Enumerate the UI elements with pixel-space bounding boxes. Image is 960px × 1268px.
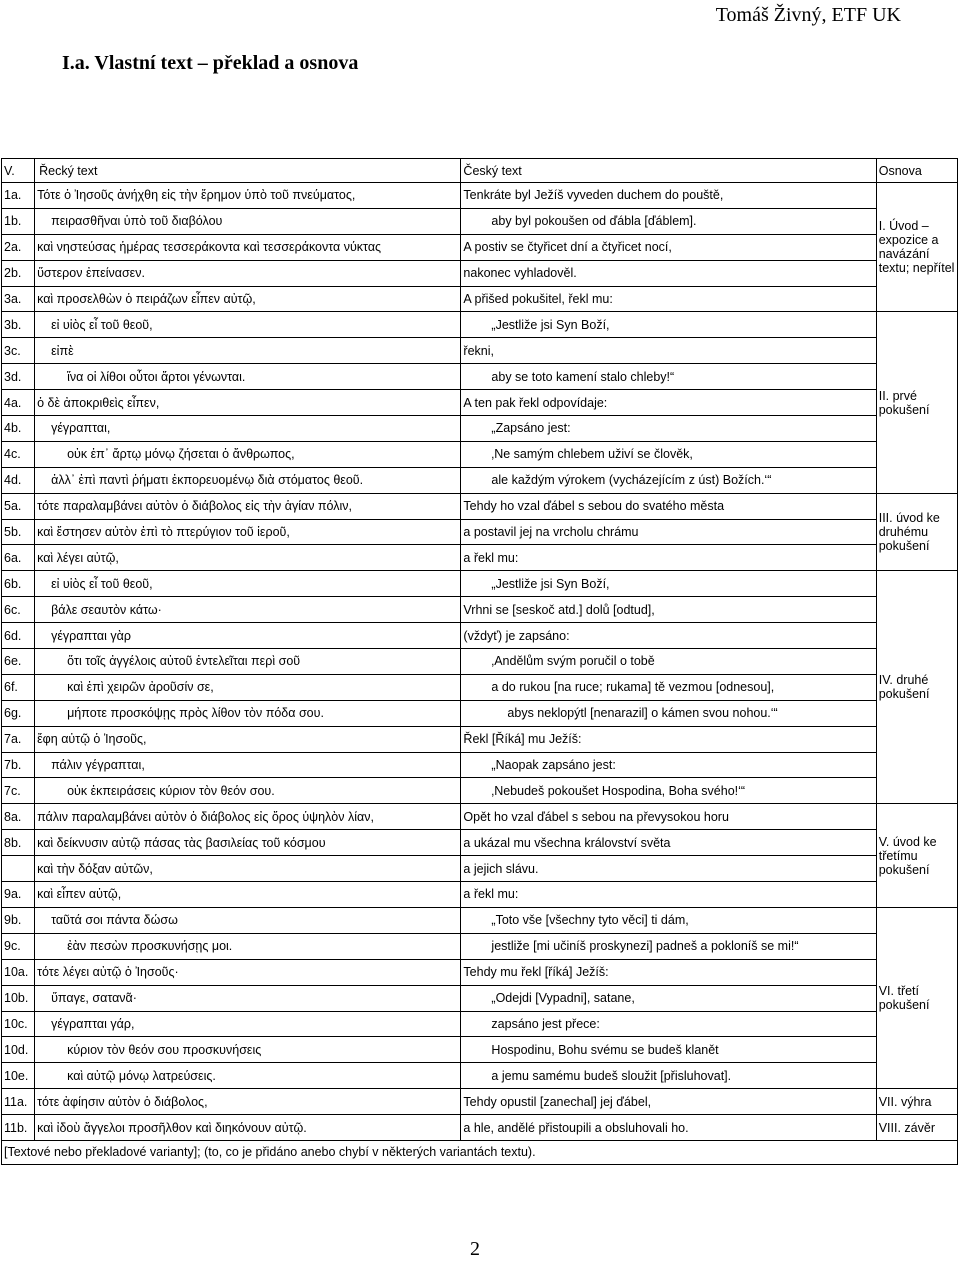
verse-row: [2, 312, 958, 338]
czech-text: a postavil jej na vrcholu chrámu: [463, 525, 639, 540]
verse-row: [2, 882, 958, 908]
greek-cell: [35, 234, 461, 260]
czech-text: zapsáno jest přece:: [491, 1016, 600, 1031]
greek-text: οὐκ ἐκπειράσεις κύριον τὸν θεόν σου.: [67, 783, 275, 798]
greek-cell: [35, 856, 461, 882]
verse-row: [2, 1011, 958, 1037]
greek-text: εἰ υἱὸς εἶ τοῦ θεοῦ,: [51, 576, 153, 591]
greek-text: βάλε σεαυτὸν κάτω·: [51, 602, 162, 617]
greek-text: καὶ ἰδοὺ ἄγγελοι προσῆλθον καὶ διηκόνουν αὐτῷ.: [37, 1120, 307, 1135]
czech-text: Vrhni se [seskoč atd.] dolů [odtud],: [463, 602, 655, 617]
czech-cell: [461, 390, 876, 416]
verse-number: 4b.: [2, 416, 35, 442]
czech-cell: [461, 286, 876, 312]
header-outline: Osnova: [876, 159, 957, 183]
czech-text: Tehdy ho vzal ďábel s sebou do svatého města: [463, 499, 725, 514]
greek-cell: [35, 907, 461, 933]
czech-cell: [461, 208, 876, 234]
czech-text: a do rukou [na ruce; rukama] tě vezmou [odnesou],: [491, 680, 775, 695]
greek-text: καὶ προσελθὼν ὁ πειράζων εἶπεν αὐτῷ,: [37, 292, 256, 306]
czech-cell: [461, 623, 876, 649]
verse-row: [2, 286, 958, 312]
greek-text: ὕστερον ἐπείνασεν.: [37, 266, 145, 281]
verse-row: [2, 493, 958, 519]
greek-text: καὶ νηστεύσας ἡμέρας τεσσεράκοντα καὶ τεσσεράκοντα νύκτας: [37, 240, 382, 255]
verse-row: [2, 752, 958, 778]
verse-number: 9b.: [2, 907, 35, 933]
verse-row: [2, 416, 958, 442]
greek-text: καὶ λέγει αὐτῷ,: [37, 550, 119, 565]
czech-text: Tehdy opustil [zanechal] jej ďábel,: [463, 1094, 652, 1109]
outline-cell: VIII. závěr: [876, 1115, 957, 1141]
verse-row: [2, 390, 958, 416]
outline-cell: II. prvé pokušení: [876, 312, 957, 493]
verse-number: 1a.: [2, 183, 35, 209]
czech-text: ‚Andělům svým poručil o tobě: [491, 654, 655, 669]
greek-cell: [35, 933, 461, 959]
verse-row: [2, 649, 958, 675]
greek-cell: [35, 882, 461, 908]
greek-cell: [35, 959, 461, 985]
greek-text: κύριον τὸν θεόν σου προσκυνήσεις: [67, 1042, 262, 1057]
outline-cell: VII. výhra: [876, 1089, 957, 1115]
verse-number: 3d.: [2, 364, 35, 390]
greek-text: Τότε ὁ Ἰησοῦς ἀνήχθη εἰς τὴν ἔρημον ὑπὸ τοῦ πνεύματος,: [37, 188, 356, 203]
verse-row: [2, 260, 958, 286]
czech-cell: [461, 441, 876, 467]
verse-number: 6e.: [2, 649, 35, 675]
czech-cell: [461, 726, 876, 752]
greek-text: ὅτι τοῖς ἀγγέλοις αὐτοῦ ἐντελεῖται περὶ σοῦ: [67, 654, 301, 669]
greek-text: εἰ υἱὸς εἶ τοῦ θεοῦ,: [51, 317, 153, 332]
greek-cell: [35, 1037, 461, 1063]
verse-number: 9c.: [2, 933, 35, 959]
verse-row: [2, 804, 958, 830]
czech-cell: [461, 856, 876, 882]
czech-cell: [461, 545, 876, 571]
greek-cell: [35, 778, 461, 804]
verse-number: 8a.: [2, 804, 35, 830]
czech-text: a řekl mu:: [463, 550, 519, 565]
czech-cell: [461, 416, 876, 442]
czech-text: abys neklopýtl [nenarazil] o kámen svou nohou.‘“: [507, 706, 778, 721]
verse-row: [2, 700, 958, 726]
greek-cell: [35, 830, 461, 856]
greek-cell: [35, 571, 461, 597]
czech-cell: [461, 1115, 876, 1141]
verse-row: [2, 856, 958, 882]
page-number: 2: [470, 1238, 480, 1260]
greek-text: ὁ δὲ ἀποκριθεὶς εἶπεν,: [37, 395, 160, 410]
verse-row: [2, 519, 958, 545]
czech-text: nakonec vyhladověl.: [463, 266, 577, 281]
greek-text: καὶ δείκνυσιν αὐτῷ πάσας τὰς βασιλείας τοῦ κόσμου: [37, 835, 326, 850]
greek-text: ἐὰν πεσὼν προσκυνήσῃς μοι.: [67, 939, 233, 954]
greek-cell: [35, 545, 461, 571]
greek-text: ταῦτά σοι πάντα δώσω: [51, 913, 178, 928]
czech-cell: [461, 882, 876, 908]
czech-cell: [461, 1011, 876, 1037]
czech-cell: [461, 752, 876, 778]
czech-text: Tehdy mu řekl [říká] Ježíš:: [463, 965, 609, 980]
verse-number: 6a.: [2, 545, 35, 571]
header-verse: V.: [2, 159, 35, 183]
greek-cell: [35, 338, 461, 364]
greek-cell: [35, 752, 461, 778]
greek-cell: [35, 493, 461, 519]
czech-cell: [461, 674, 876, 700]
czech-text: Hospodinu, Bohu svému se budeš klanět: [491, 1042, 719, 1057]
greek-cell: [35, 208, 461, 234]
czech-cell: [461, 959, 876, 985]
verse-number: 10b.: [2, 985, 35, 1011]
czech-text: ale každým výrokem (vycházejícím z úst) Božích.‘“: [491, 473, 772, 488]
outline-cell: III. úvod ke druhému pokušení: [876, 493, 957, 571]
czech-cell: [461, 804, 876, 830]
greek-text: ἀλλ᾽ ἐπὶ παντὶ ῥήματι ἐκπορευομένῳ διὰ στόματος θεοῦ.: [51, 473, 364, 488]
greek-text: ἔφη αὐτῷ ὁ Ἰησοῦς,: [37, 732, 147, 747]
greek-cell: [35, 726, 461, 752]
czech-cell: [461, 907, 876, 933]
verse-row: [2, 364, 958, 390]
verse-number: 4c.: [2, 441, 35, 467]
greek-text: γέγραπται,: [51, 421, 111, 436]
greek-cell: [35, 260, 461, 286]
verse-row: [2, 1063, 958, 1089]
outline-cell: I. Úvod – expozice a navázání textu; nepřítel: [876, 183, 957, 312]
greek-text: καὶ αὐτῷ μόνῳ λατρεύσεις.: [67, 1068, 216, 1083]
verse-number: 7b.: [2, 752, 35, 778]
czech-cell: [461, 830, 876, 856]
verse-number: 2b.: [2, 260, 35, 286]
verse-row: [2, 183, 958, 209]
verse-row: [2, 778, 958, 804]
czech-text: aby byl pokoušen od ďábla [ďáblem].: [491, 214, 697, 229]
verse-row: [2, 234, 958, 260]
outline-cell: V. úvod ke třetímu pokušení: [876, 804, 957, 908]
czech-text: řekni,: [463, 343, 494, 358]
czech-cell: [461, 312, 876, 338]
greek-text: πάλιν παραλαμβάνει αὐτὸν ὁ διάβολος εἰς ὄρος ὑψηλὸν λίαν,: [37, 809, 374, 824]
czech-cell: [461, 933, 876, 959]
verse-row: [2, 674, 958, 700]
greek-cell: [35, 674, 461, 700]
czech-cell: [461, 467, 876, 493]
czech-text: Tenkráte byl Ježíš vyveden duchem do pouště,: [463, 188, 724, 203]
czech-text: A přišed pokušitel, řekl mu:: [463, 292, 613, 306]
czech-text: a jejich slávu.: [463, 861, 539, 876]
verse-row: [2, 623, 958, 649]
greek-cell: [35, 1089, 461, 1115]
verse-row: [2, 338, 958, 364]
verse-row: [2, 1037, 958, 1063]
greek-cell: [35, 623, 461, 649]
czech-text: a řekl mu:: [463, 887, 519, 902]
czech-text: „Toto vše [všechny tyto věci] ti dám,: [491, 913, 689, 928]
header-greek: [35, 159, 461, 183]
verse-number: 6f.: [2, 674, 35, 700]
greek-cell: [35, 649, 461, 675]
czech-text: aby se toto kamení stalo chleby!“: [491, 369, 675, 384]
verse-row: [2, 571, 958, 597]
verse-number: 11b.: [2, 1115, 35, 1141]
verse-number: 9a.: [2, 882, 35, 908]
czech-cell: [461, 1089, 876, 1115]
czech-cell: [461, 700, 876, 726]
greek-text: πάλιν γέγραπται,: [51, 758, 145, 773]
czech-text: a jemu samému budeš sloužit [přisluhovat].: [491, 1068, 732, 1083]
verse-number: 2a.: [2, 234, 35, 260]
czech-cell: [461, 571, 876, 597]
verse-row: [2, 726, 958, 752]
greek-cell: [35, 804, 461, 830]
verse-number: 8b.: [2, 830, 35, 856]
footer-note: [Textové nebo překladové varianty]; (to, co je přidáno anebo chybí v některých variantách textu).: [2, 1140, 958, 1164]
greek-text: καὶ εἶπεν αὐτῷ,: [37, 887, 122, 902]
greek-cell: [35, 985, 461, 1011]
verse-row: [2, 441, 958, 467]
verse-row: [2, 1115, 958, 1141]
verse-number: 4a.: [2, 390, 35, 416]
czech-text: jestliže [mi učiníš proskynezi] padneš a pokloníš se mi!“: [491, 939, 799, 954]
table-header-row: [2, 159, 958, 183]
czech-cell: [461, 597, 876, 623]
greek-text: ὕπαγε, σατανᾶ·: [51, 991, 137, 1006]
greek-cell: [35, 1115, 461, 1141]
czech-text: (vždyť) je zapsáno:: [463, 628, 570, 643]
greek-text: τότε ἀφίησιν αὐτὸν ὁ διάβολος,: [37, 1094, 208, 1109]
verse-number: 7a.: [2, 726, 35, 752]
czech-text: ‚Nebudeš pokoušet Hospodina, Boha svého!‘“: [491, 783, 746, 798]
greek-cell: [35, 1063, 461, 1089]
czech-text: Opět ho vzal ďábel s sebou na převysokou horu: [463, 809, 729, 824]
greek-text: τότε παραλαμβάνει αὐτὸν ὁ διάβολος εἰς τὴν ἁγίαν πόλιν,: [37, 499, 353, 514]
verse-row: [2, 985, 958, 1011]
czech-text: Řekl [Říká] mu Ježíš:: [463, 732, 582, 747]
verse-row: [2, 933, 958, 959]
verse-number: [2, 856, 35, 882]
greek-cell: [35, 286, 461, 312]
czech-text: „Jestliže jsi Syn Boží,: [491, 317, 610, 332]
greek-cell: [35, 467, 461, 493]
czech-cell: [461, 519, 876, 545]
czech-text: ‚Ne samým chlebem uživí se člověk,: [491, 447, 693, 462]
greek-text: ἵνα οἱ λίθοι οὗτοι ἄρτοι γένωνται.: [67, 369, 246, 384]
verse-number: 3a.: [2, 286, 35, 312]
czech-cell: [461, 778, 876, 804]
czech-text: a ukázal mu všechna království světa: [463, 835, 671, 850]
czech-cell: [461, 338, 876, 364]
author-name: Tomáš Živný, ETF UK: [715, 4, 901, 26]
outline-cell: IV. druhé pokušení: [876, 571, 957, 804]
verse-number: 11a.: [2, 1089, 35, 1115]
section-heading: I.a. Vlastní text – překlad a osnova: [62, 52, 359, 74]
verse-number: 3c.: [2, 338, 35, 364]
verse-number: 1b.: [2, 208, 35, 234]
verse-number: 7c.: [2, 778, 35, 804]
greek-cell: [35, 597, 461, 623]
greek-text: γέγραπται γάρ,: [51, 1016, 135, 1031]
verse-number: 10d.: [2, 1037, 35, 1063]
czech-cell: [461, 1037, 876, 1063]
greek-cell: [35, 364, 461, 390]
greek-text: οὐκ ἐπ᾽ ἄρτῳ μόνῳ ζήσεται ὁ ἄνθρωπος,: [67, 447, 295, 462]
czech-text: „Naopak zapsáno jest:: [491, 758, 616, 773]
czech-text: A ten pak řekl odpovídaje:: [463, 395, 608, 410]
verse-row: [2, 467, 958, 493]
verse-row: [2, 959, 958, 985]
czech-text: „Odejdi [Vypadni], satane,: [491, 991, 635, 1006]
footer-row: [2, 1140, 958, 1164]
greek-text: καὶ ἔστησεν αὐτὸν ἐπὶ τὸ πτερύγιον τοῦ ἱεροῦ,: [37, 525, 290, 540]
greek-text: καὶ τὴν δόξαν αὐτῶν,: [37, 861, 153, 876]
greek-cell: [35, 183, 461, 209]
header-czech: Český text: [461, 159, 876, 183]
greek-text: καὶ ἐπὶ χειρῶν ἀροῦσίν σε,: [67, 680, 214, 695]
greek-text: πειρασθῆναι ὑπὸ τοῦ διαβόλου: [51, 214, 223, 229]
czech-text: „Jestliže jsi Syn Boží,: [491, 576, 610, 591]
verse-number: 5b.: [2, 519, 35, 545]
czech-text: „Zapsáno jest:: [491, 421, 571, 436]
verse-row: [2, 208, 958, 234]
greek-cell: [35, 441, 461, 467]
verse-row: [2, 597, 958, 623]
greek-cell: [35, 700, 461, 726]
czech-text: A postiv se čtyřicet dní a čtyřicet nocí,: [463, 240, 672, 255]
greek-cell: [35, 519, 461, 545]
verse-number: 6d.: [2, 623, 35, 649]
greek-text: εἰπὲ: [51, 343, 74, 358]
czech-cell: [461, 493, 876, 519]
verse-row: [2, 1089, 958, 1115]
greek-text: γέγραπται γὰρ: [51, 628, 131, 643]
verse-number: 3b.: [2, 312, 35, 338]
verse-number: 6b.: [2, 571, 35, 597]
greek-text: μήποτε προσκόψῃς πρὸς λίθον τὸν πόδα σου.: [67, 706, 324, 721]
header-greek-label: Řecký text: [39, 163, 98, 178]
verse-row: [2, 830, 958, 856]
verse-number: 6g.: [2, 700, 35, 726]
czech-cell: [461, 183, 876, 209]
czech-cell: [461, 260, 876, 286]
translation-table: [1, 158, 958, 1165]
greek-cell: [35, 390, 461, 416]
verse-row: [2, 545, 958, 571]
verse-row: [2, 907, 958, 933]
verse-number: 10e.: [2, 1063, 35, 1089]
czech-cell: [461, 1063, 876, 1089]
verse-number: 10c.: [2, 1011, 35, 1037]
verse-number: 5a.: [2, 493, 35, 519]
czech-cell: [461, 649, 876, 675]
verse-number: 10a.: [2, 959, 35, 985]
czech-text: a hle, andělé přistoupili a obsluhovali ho.: [463, 1120, 689, 1135]
outline-cell: VI. třetí pokušení: [876, 907, 957, 1088]
greek-text: τότε λέγει αὐτῷ ὁ Ἰησοῦς·: [37, 965, 179, 980]
verse-number: 6c.: [2, 597, 35, 623]
verse-number: 4d.: [2, 467, 35, 493]
greek-cell: [35, 1011, 461, 1037]
czech-cell: [461, 985, 876, 1011]
czech-cell: [461, 234, 876, 260]
greek-cell: [35, 416, 461, 442]
czech-cell: [461, 364, 876, 390]
greek-cell: [35, 312, 461, 338]
